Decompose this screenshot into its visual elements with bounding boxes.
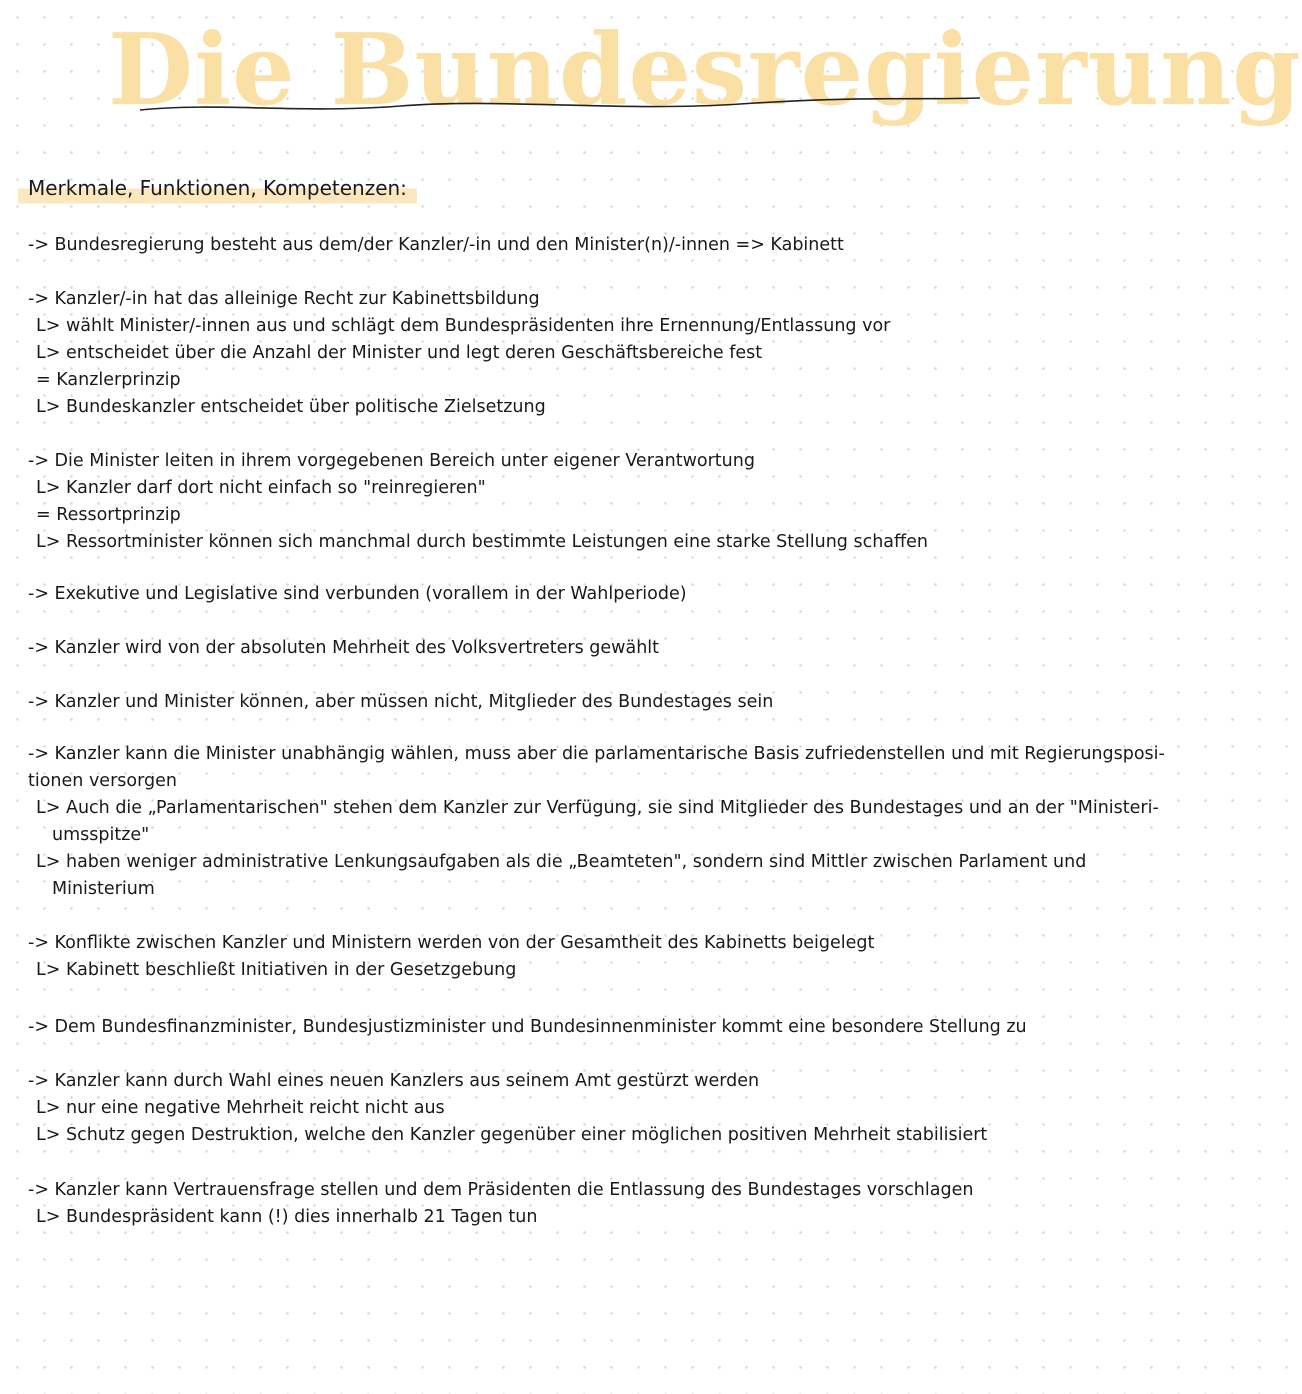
- sub-line: L> Ressortminister können sich manchmal durch bestimmte Leistungen eine starke Stellung schaffen: [36, 532, 928, 552]
- bullet-line: -> Die Minister leiten in ihrem vorgegebenen Bereich unter eigener Verantwortung: [28, 451, 755, 471]
- note-block: [28, 286, 1068, 421]
- bullet-line: -> Exekutive und Legislative sind verbunden (vorallem in der Wahlperiode): [28, 584, 687, 604]
- section-heading: Merkmale, Funktionen, Kompetenzen:: [18, 174, 417, 206]
- bullet-line: -> Kanzler kann Vertrauensfrage stellen und dem Präsidenten die Entlassung des Bundestages vorschlagen: [28, 1180, 974, 1200]
- bullet-line: -> Bundesregierung besteht aus dem/der Kanzler/-in und den Minister(n)/-innen => Kabinett: [28, 235, 844, 255]
- sub-line: L> wählt Minister/-innen aus und schlägt dem Bundespräsidenten ihre Ernennung/Entlassung vor: [36, 316, 891, 336]
- bullet-line: -> Konflikte zwischen Kanzler und Ministern werden von der Gesamtheit des Kabinetts beigelegt: [28, 933, 875, 953]
- bullet-line: -> Dem Bundesfinanzminister, Bundesjustizminister und Bundesinnenminister kommt eine besondere Stellung zu: [28, 1017, 1027, 1037]
- sub-line: L> nur eine negative Mehrheit reicht nicht aus: [36, 1098, 445, 1118]
- page-title: Die Bundesregierung: [108, 13, 1302, 128]
- sub-line: L> Bundeskanzler entscheidet über politische Zielsetzung: [36, 397, 546, 417]
- title-underline: [140, 90, 980, 130]
- note-block: [28, 581, 1068, 608]
- sub-line: umsspitze": [52, 825, 150, 845]
- sub-line: Ministerium: [52, 879, 155, 899]
- sub-line: = Ressortprinzip: [36, 505, 181, 525]
- note-block: [28, 232, 1068, 259]
- bullet-line: -> Kanzler wird von der absoluten Mehrheit des Volksvertreters gewählt: [28, 638, 660, 658]
- note-block: [28, 741, 1165, 903]
- bullet-line: -> Kanzler/-in hat das alleinige Recht zur Kabinettsbildung: [28, 289, 540, 309]
- note-block: [28, 1014, 1068, 1041]
- bullet-line: -> Kanzler kann die Minister unabhängig wählen, muss aber die parlamentarische Basis zufriedenstellen und mit Regierungsposi-: [28, 744, 1165, 764]
- note-block: [28, 1177, 1068, 1231]
- note-block: [28, 635, 1068, 662]
- sub-line: L> Schutz gegen Destruktion, welche den Kanzler gegenüber einer möglichen positiven Mehrheit stabilisiert: [36, 1125, 988, 1145]
- note-block: [28, 930, 1068, 984]
- sub-line: L> entscheidet über die Anzahl der Minister und legt deren Geschäftsbereiche fest: [36, 343, 763, 363]
- bullet-line: -> Kanzler und Minister können, aber müssen nicht, Mitglieder des Bundestages sein: [28, 692, 774, 712]
- sub-line: L> Auch die „Parlamentarischen" stehen dem Kanzler zur Verfügung, sie sind Mitglieder des Bundestages und an der "Ministeri-: [36, 798, 1159, 818]
- sub-line: L> Kanzler darf dort nicht einfach so "reinregieren": [36, 478, 486, 498]
- sub-line: L> haben weniger administrative Lenkungsaufgaben als die „Beamteten", sondern sind Mittler zwischen Parlament und: [36, 852, 1087, 872]
- sub-line: tionen versorgen: [28, 771, 177, 791]
- bullet-line: -> Kanzler kann durch Wahl eines neuen Kanzlers aus seinem Amt gestürzt werden: [28, 1071, 760, 1091]
- sub-line: = Kanzlerprinzip: [36, 370, 181, 390]
- sub-line: L> Kabinett beschließt Initiativen in der Gesetzgebung: [36, 960, 517, 980]
- note-block: [28, 689, 1068, 716]
- note-block: [28, 1068, 1068, 1149]
- sub-line: L> Bundespräsident kann (!) dies innerhalb 21 Tagen tun: [36, 1207, 538, 1227]
- note-block: [28, 448, 1068, 556]
